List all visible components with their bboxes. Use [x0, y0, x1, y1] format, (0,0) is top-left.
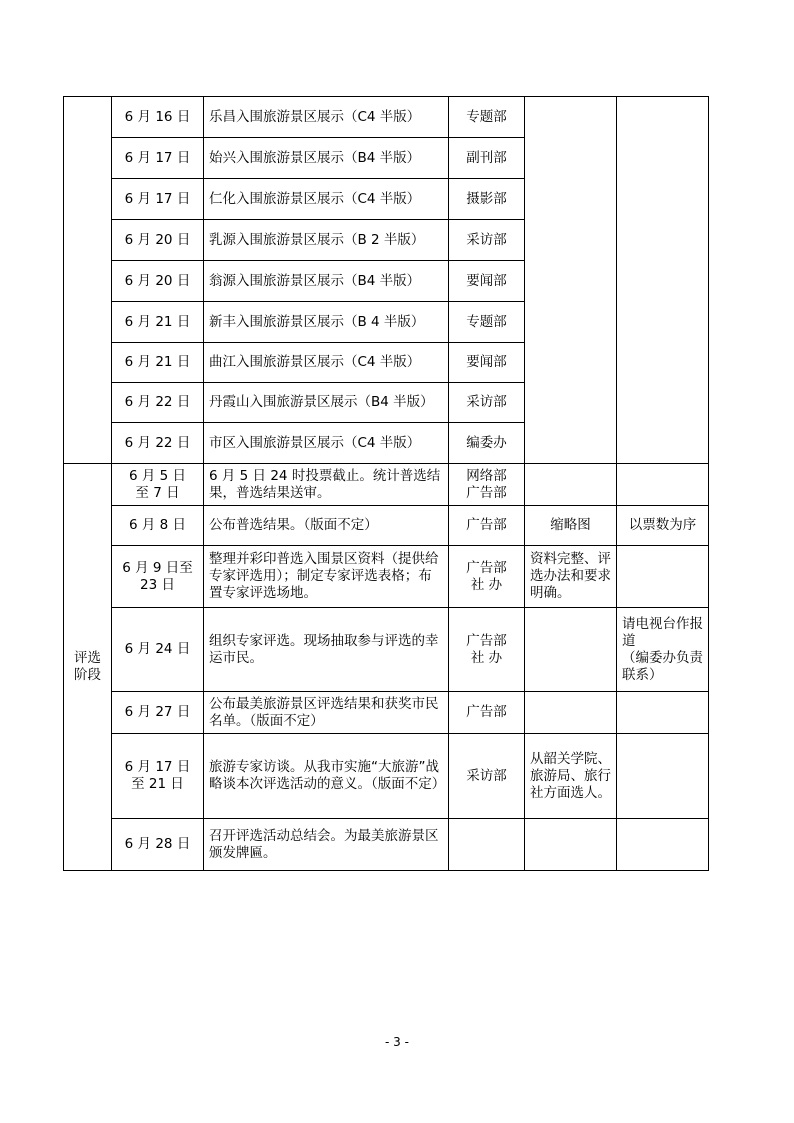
dept-cell: 编委办: [449, 423, 525, 464]
table-row: [64, 464, 709, 506]
requirement-cell: 资料完整、评选办法和要求明确。: [525, 546, 617, 608]
content-cell: 丹霞山入围旅游景区展示（B4 半版）: [204, 383, 449, 423]
requirement-cell: [525, 819, 617, 871]
dept-cell: 采访部: [449, 734, 525, 819]
note-cell: [617, 819, 709, 871]
dept-cell: 网络部 广告部: [449, 464, 525, 506]
table-row: [64, 97, 709, 138]
date-cell: 6 月 17 日: [112, 138, 204, 179]
note-cell: [617, 692, 709, 734]
date-cell: 6 月 5 日 至 7 日: [112, 464, 204, 506]
date-cell: 6 月 22 日: [112, 423, 204, 464]
date-cell: 6 月 27 日: [112, 692, 204, 734]
table-row: [64, 608, 709, 692]
date-cell: 6 月 17 日 至 21 日: [112, 734, 204, 819]
content-cell: 公布普选结果。（版面不定）: [204, 506, 449, 546]
dept-cell: 专题部: [449, 302, 525, 343]
requirement-cell: 缩略图: [525, 506, 617, 546]
note-cell: [617, 97, 709, 464]
content-cell: 曲江入围旅游景区展示（C4 半版）: [204, 343, 449, 383]
dept-cell: 广告部 社 办: [449, 546, 525, 608]
requirement-cell: 从韶关学院、旅游局、旅行社方面选人。: [525, 734, 617, 819]
requirement-cell: [525, 97, 617, 464]
dept-cell: 采访部: [449, 383, 525, 423]
table-row: [64, 819, 709, 871]
requirement-cell: [525, 464, 617, 506]
table-row: [64, 692, 709, 734]
content-cell: 整理并彩印普选入围景区资料（提供给专家评选用）；制定专家评选表格；布置专家评选场地。: [204, 546, 449, 608]
page-number: - 3 -: [385, 1035, 409, 1049]
content-cell: 召开评选活动总结会。为最美旅游景区颁发牌匾。: [204, 819, 449, 871]
content-cell: 乐昌入围旅游景区展示（C4 半版）: [204, 97, 449, 138]
schedule-table: [63, 96, 709, 871]
table-row: [64, 506, 709, 546]
date-cell: 6 月 24 日: [112, 608, 204, 692]
content-cell: 始兴入围旅游景区展示（B4 半版）: [204, 138, 449, 179]
stage-label: 评选 阶段: [64, 464, 112, 871]
dept-cell: 专题部: [449, 97, 525, 138]
table-row: [64, 734, 709, 819]
content-cell: 市区入围旅游景区展示（C4 半版）: [204, 423, 449, 464]
date-cell: 6 月 21 日: [112, 302, 204, 343]
content-cell: 翁源入围旅游景区展示（B4 半版）: [204, 261, 449, 302]
note-cell: [617, 734, 709, 819]
content-cell: 6 月 5 日 24 时投票截止。统计普选结果，普选结果送审。: [204, 464, 449, 506]
dept-cell: 采访部: [449, 220, 525, 261]
date-cell: 6 月 28 日: [112, 819, 204, 871]
dept-cell: 要闻部: [449, 261, 525, 302]
content-cell: 乳源入围旅游景区展示（B 2 半版）: [204, 220, 449, 261]
dept-cell: 广告部 社 办: [449, 608, 525, 692]
dept-cell: 摄影部: [449, 179, 525, 220]
note-cell: [617, 546, 709, 608]
date-cell: 6 月 9 日至 23 日: [112, 546, 204, 608]
dept-cell: 副刊部: [449, 138, 525, 179]
date-cell: 6 月 20 日: [112, 220, 204, 261]
requirement-cell: [525, 692, 617, 734]
note-cell: 以票数为序: [617, 506, 709, 546]
requirement-cell: [525, 608, 617, 692]
date-cell: 6 月 22 日: [112, 383, 204, 423]
content-cell: 仁化入围旅游景区展示（C4 半版）: [204, 179, 449, 220]
note-cell: 请电视台作报道 （编委办负责联系）: [617, 608, 709, 692]
dept-cell: 广告部: [449, 692, 525, 734]
content-cell: 组织专家评选。现场抽取参与评选的幸运市民。: [204, 608, 449, 692]
stage-cell-empty: [64, 97, 112, 464]
content-cell: 新丰入围旅游景区展示（B 4 半版）: [204, 302, 449, 343]
date-cell: 6 月 21 日: [112, 343, 204, 383]
table-row: [64, 546, 709, 608]
note-cell: [617, 464, 709, 506]
dept-cell: 要闻部: [449, 343, 525, 383]
content-cell: 公布最美旅游景区评选结果和获奖市民名单。（版面不定）: [204, 692, 449, 734]
dept-cell: 广告部: [449, 506, 525, 546]
date-cell: 6 月 8 日: [112, 506, 204, 546]
content-cell: 旅游专家访谈。从我市实施“大旅游”战略谈本次评选活动的意义。（版面不定）: [204, 734, 449, 819]
date-cell: 6 月 20 日: [112, 261, 204, 302]
dept-cell: [449, 819, 525, 871]
date-cell: 6 月 16 日: [112, 97, 204, 138]
date-cell: 6 月 17 日: [112, 179, 204, 220]
